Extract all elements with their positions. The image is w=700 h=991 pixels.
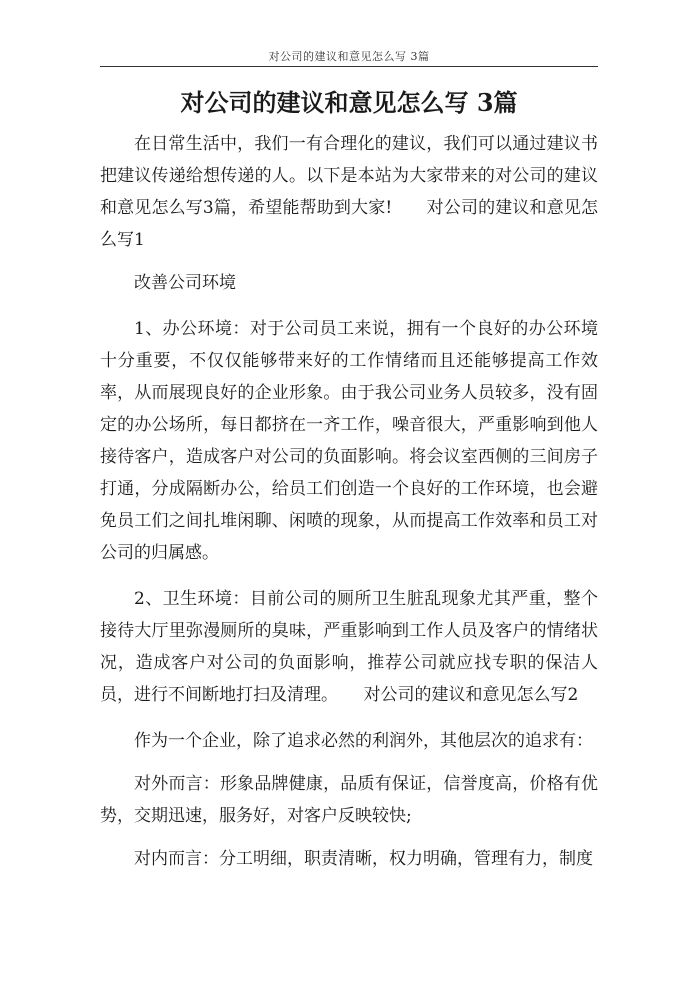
section-heading: 改善公司环境	[134, 273, 236, 293]
document-body	[100, 128, 598, 875]
intro-paragraph: 在日常生活中，我们一有合理化的建议，我们可以通过建议书把建议传递给想传递的人。以下是本站为大家带来的对公司的建议和意见怎么写3篇，希望能帮助到大家! 对公司的建议和意见怎么写1	[100, 134, 598, 250]
external-aspects-paragraph: 对外而言：形象品牌健康，品质有保证，信誉度高，价格有优势，交期迅速，服务好，对客户反映较快;	[100, 774, 598, 826]
enterprise-goals-paragraph: 作为一个企业，除了追求必然的利润外，其他层次的追求有：	[134, 731, 593, 751]
running-header: 对公司的建议和意见怎么写 3篇	[268, 50, 430, 63]
header-divider	[100, 66, 598, 67]
office-environment-paragraph: 1、办公环境：对于公司员工来说，拥有一个良好的办公环境十分重要，不仅仅能够带来好的工作情绪而且还能够提高工作效率，从而展现良好的企业形象。由于我公司业务人员较多，没有固定的办公场所，每日都挤在一齐工作，噪音很大，严重影响到他人接待客户，造成客户对公司的负面影响。将会议室西侧的三间房子打通，分成隔断办公，给员工们创造一个良好的工作环境，也会避免员工们之间扎堆闲聊、闲喷的现象，从而提高工作效率和员工对公司的归属感。	[100, 319, 598, 563]
internal-aspects-paragraph: 对内而言：分工明细，职责清晰，权力明确，管理有力，制度	[134, 849, 593, 869]
sanitation-paragraph: 2、卫生环境：目前公司的厕所卫生脏乱现象尤其严重，整个接待大厅里弥漫厕所的臭味，严重影响到工作人员及客户的情绪状况，造成客户对公司的负面影响，推荐公司就应找专职的保洁人员，进行不间断地打扫及清理。 对公司的建议和意见怎么写2	[100, 589, 598, 705]
document-title: 对公司的建议和意见怎么写 3篇	[180, 88, 518, 117]
